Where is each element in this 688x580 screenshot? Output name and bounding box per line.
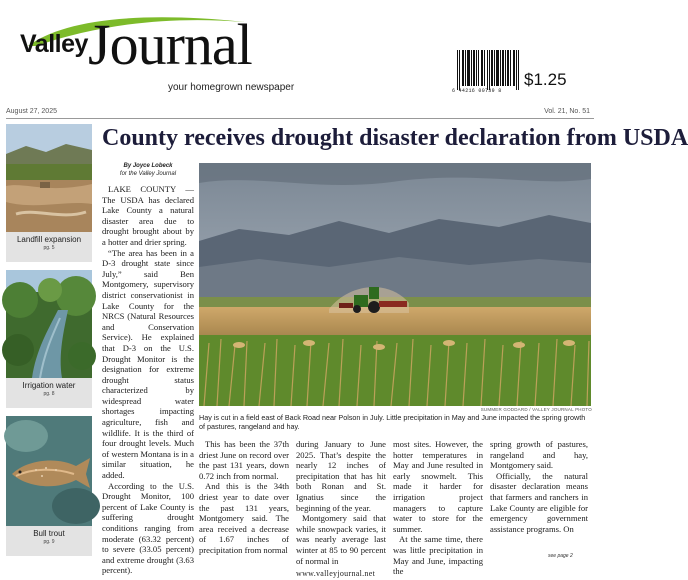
article-column-1 [102,184,194,576]
logo-valley-text[interactable]: Valley [20,30,88,58]
paragraph: At the same time, there was little precipitation in May and June, impacting the [393,534,483,577]
article-column-2 [199,439,289,556]
logo-journal-text[interactable]: Journal [88,12,252,77]
sidebar-item-label: Landfill expansion [16,235,82,244]
tagline: your homegrown newspaper [168,82,295,93]
paragraph: most sites. However, the hotter temperatures in May and June resulted in early snowmelt. This made it harder for irrigation project managers to capture water to store for the summer. [393,439,483,534]
sidebar-item-page: pg. 8 [43,391,55,397]
website-url[interactable]: www.valleyjournal.net [296,569,376,578]
sidebar-item-label: Irrigation water [22,381,76,390]
divider [6,118,594,119]
sidebar-item-irrigation[interactable] [6,270,92,408]
price: $1.25 [524,70,567,89]
continued-link[interactable]: see page 2 [548,553,573,559]
masthead [0,0,600,104]
article-column-5 [490,439,588,534]
bull-trout-photo [6,416,92,526]
paragraph: Montgomery said that while snowpack varies, it was nearly average last winter at 85 to 90 percent of normal in [296,513,386,566]
sidebar-item-page: pg. 5 [43,245,55,251]
byline [102,162,194,178]
paragraph: Officially, the natural disaster declaration means that farmers and ranchers in Lake County are eligible for emergency government assistance programs. On [490,470,588,534]
sidebar-item-landfill[interactable] [6,124,92,262]
sidebar-item-label: Bull trout [33,529,65,538]
paragraph: spring growth of pastures, rangeland and hay, Montgomery said. [490,439,588,471]
issue-volume: Vol. 21, No. 51 [544,108,590,115]
landfill-photo [6,124,92,232]
barcode-icon [456,50,522,90]
paragraph: According to the U.S. Drought Monitor, 100 percent of Lake County is suffering drought conditions ranging from moderate (63.32 percent) to severe (33.05 percent) and extreme drought (3.63 percent). [102,480,194,576]
article-column-4 [393,439,483,577]
article-headline[interactable]: County receives drought disaster declaration from USDA [102,125,688,151]
issue-date: August 27, 2025 [6,108,57,115]
paragraph: “The area has been in a D-3 drought state since July,” said Ben Montgomery, supervisory district conservationist in Lake County for the NRCS (Natural Resources and Conservation Service). He explained that D-3 on the U.S. Drought Monitor is the designation for extreme drought status characterized by widespread water shortages impacting agriculture, fish and wildlife. It is the third of four drought levels. Much of western Montana is in a similar situation, he added. [102,247,194,481]
paragraph: LAKE COUNTY — The USDA has declared Lake County a natural disaster area due to drought brought about by a hotter and drier spring. [102,184,194,247]
article-column-3 [296,439,386,566]
sidebar-item-page: pg. 9 [43,539,55,545]
paragraph: during January to June 2025. That’s despite the nearly 12 inches of precipitation that has hit both Ronan and St. Ignatius since the beginning of the year. [296,439,386,513]
photo-credit: SUMMER GODDARD / VALLEY JOURNAL PHOTO [480,407,592,412]
paragraph: This has been the 37th driest June on record over the past 131 years, down 0.72 inch from normal. [199,439,289,481]
barcode-digits: 6 44216 00739 8 [452,88,502,94]
paragraph: And this is the 34th driest year to date over the past 131 years, Montgomery said. The area received a decrease of 1.67 inches of precipitation from normal [199,481,289,555]
hay-field-photo[interactable] [199,163,591,406]
irrigation-photo [6,270,92,378]
byline-author: By Joyce Lobeck [123,163,173,169]
photo-caption: Hay is cut in a field east of Back Road near Polson in July. Little precipitation in May and June impacted the spring growth of pastures, rangeland and hay. [199,413,586,431]
byline-publication: for the Valley Journal [119,171,177,177]
sidebar-item-bull-trout[interactable] [6,416,92,556]
